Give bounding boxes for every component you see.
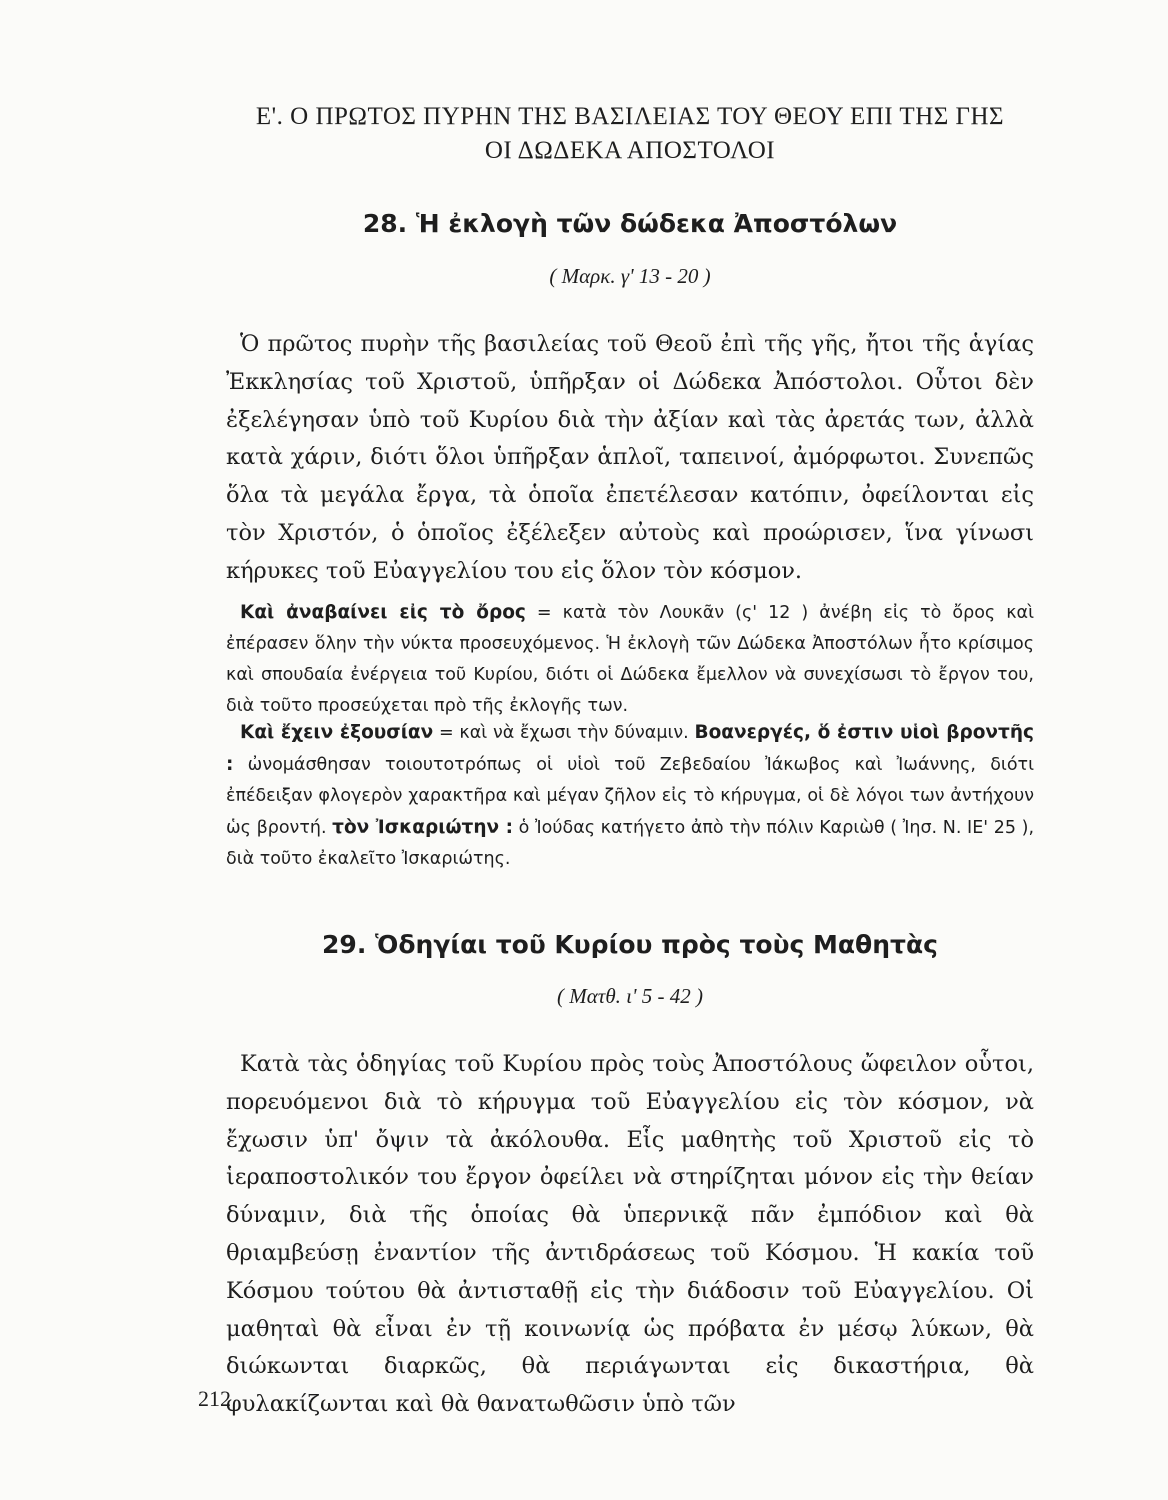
- chapter-subtitle: ΟΙ ΔΩΔΕΚΑ ΑΠΟΣΤΟΛΟΙ: [484, 137, 776, 164]
- note-term: Βοανεργές, ὅ ἐστιν υἱοὶ βροντῆς :: [226, 722, 1034, 775]
- section-29-reference: ( Ματθ. ι' 5 - 42 ): [557, 984, 703, 1008]
- section-29-title: 29. Ὁδηγίαι τοῦ Κυρίου πρὸς τοὺς Μαθητὰς: [322, 930, 938, 959]
- chapter-title: Ε'. Ο ΠΡΩΤΟΣ ΠΥΡΗΝ ΤΗΣ ΒΑΣΙΛΕΙΑΣ ΤΟΥ ΘΕΟΥ ΕΠΙ ΤΗΣ ΓΗΣ: [255, 103, 1005, 130]
- note-term: τὸν Ἰσκαριώτην :: [332, 817, 514, 838]
- section-28-reference: ( Μαρκ. γ' 13 - 20 ): [549, 264, 711, 288]
- section-28-title: 28. Ἡ ἐκλογὴ τῶν δώδεκα Ἀποστόλων: [362, 209, 898, 238]
- page-number: 212: [198, 1386, 231, 1411]
- section-28-note-2: Καὶ ἔχειν ἐξουσίαν = καὶ νὰ ἔχωσι τὴν δύναμιν. Βοανεργές, ὅ ἐστιν υἱοὶ βροντῆς : ὠνομάσθησαν τοιουτοτρόπως οἱ υἱοὶ τοῦ Ζεβεδαίου Ἰάκωβος καὶ Ἰωάννης, διότι ἐπέδειξαν φλογερὸν χαρακτῆρα καὶ μέγαν ζῆλον εἰς τὸ κήρυγμα, οἱ δὲ λόγοι των ἀντήχουν ὡς βροντή. τὸν Ἰσκαριώτην : ὁ Ἰούδας κατήγετο ἀπὸ τὴν πόλιν Καριὼθ ( Ἰησ. Ν. ΙΕ' 25 ), διὰ τοῦτο ἐκαλεῖτο Ἰσκαριώτης.: [226, 722, 1035, 869]
- note-term: Καὶ ἔχειν ἐξουσίαν: [240, 722, 434, 743]
- note-term: Καὶ ἀναβαίνει εἰς τὸ ὄρος: [240, 602, 526, 623]
- chapter-heading: [225, 100, 1035, 168]
- section-29-paragraph: Κατὰ τὰς ὁδηγίας τοῦ Κυρίου πρὸς τοὺς Ἀποστόλους ὤφειλον οὗτοι, πορευόμενοι διὰ τὸ κήρυγμα τοῦ Εὐαγγελίου εἰς τὸν κόσμον, νὰ ἔχωσιν ὑπ' ὄψιν τὰ ἀκόλουθα. Εἷς μαθητὴς τοῦ Χριστοῦ εἰς τὸ ἱεραποστολικόν του ἔργον ὀφείλει νὰ στηρίζηται μόνον εἰς τὴν θείαν δύναμιν, διὰ τῆς ὁποίας θὰ ὑπερνικᾷ πᾶν ἐμπόδιον καὶ θὰ θριαμβεύσῃ ἐναντίον τῆς ἀντιδράσεως τοῦ Κόσμου. Ἡ κακία τοῦ Κόσμου τούτου θὰ ἀντισταθῇ εἰς τὴν διάδοσιν τοῦ Εὐαγγελίου. Οἱ μαθηταὶ θὰ εἶναι ἐν τῇ κοινωνίᾳ ὡς πρόβατα ἐν μέσῳ λύκων, θὰ διώκωνται διαρκῶς, θὰ περιάγωνται εἰς δικαστήρια, θὰ φυλακίζωνται καὶ θὰ θανατωθῶσιν ὑπὸ τῶν: [226, 1051, 1034, 1418]
- section-28-paragraph: Ὁ πρῶτος πυρὴν τῆς βασιλείας τοῦ Θεοῦ ἐπὶ τῆς γῆς, ἤτοι τῆς ἁγίας Ἐκκλησίας τοῦ Χριστοῦ, ὑπῆρξαν οἱ Δώδεκα Ἀπόστολοι. Οὗτοι δὲν ἐξελέγησαν ὑπὸ τοῦ Κυρίου διὰ τὴν ἀξίαν καὶ τὰς ἀρετάς των, ἀλλὰ κατὰ χάριν, διότι ὅλοι ὑπῆρξαν ἁπλοῖ, ταπεινοί, ἀμόρφωτοι. Συνεπῶς ὅλα τὰ μεγάλα ἔργα, τὰ ὁποῖα ἐπετέλεσαν κατόπιν, ὀφείλονται εἰς τὸν Χριστόν, ὁ ὁποῖος ἐξέλεξεν αὐτοὺς καὶ προώρισεν, ἵνα γίνωσι κήρυκες τοῦ Εὐαγγελίου του εἰς ὅλον τὸν κόσμον.: [226, 331, 1034, 584]
- section-28-note-1: Καὶ ἀναβαίνει εἰς τὸ ὄρος = κατὰ τὸν Λουκᾶν (ς' 12 ) ἀνέβη εἰς τὸ ὄρος καὶ ἐπέρασεν ὅλην τὴν νύκτα προσευχόμενος. Ἡ ἐκλογὴ τῶν Δώδεκα Ἀποστόλων ἦτο κρίσιμος καὶ σπουδαία ἐνέργεια τοῦ Κυρίου, διότι οἱ Δώδεκα ἔμελλον νὰ συνεχίσωσι τὸ ἔργον του, διὰ τοῦτο προσεύχεται πρὸ τῆς ἐκλογῆς των.: [226, 602, 1034, 716]
